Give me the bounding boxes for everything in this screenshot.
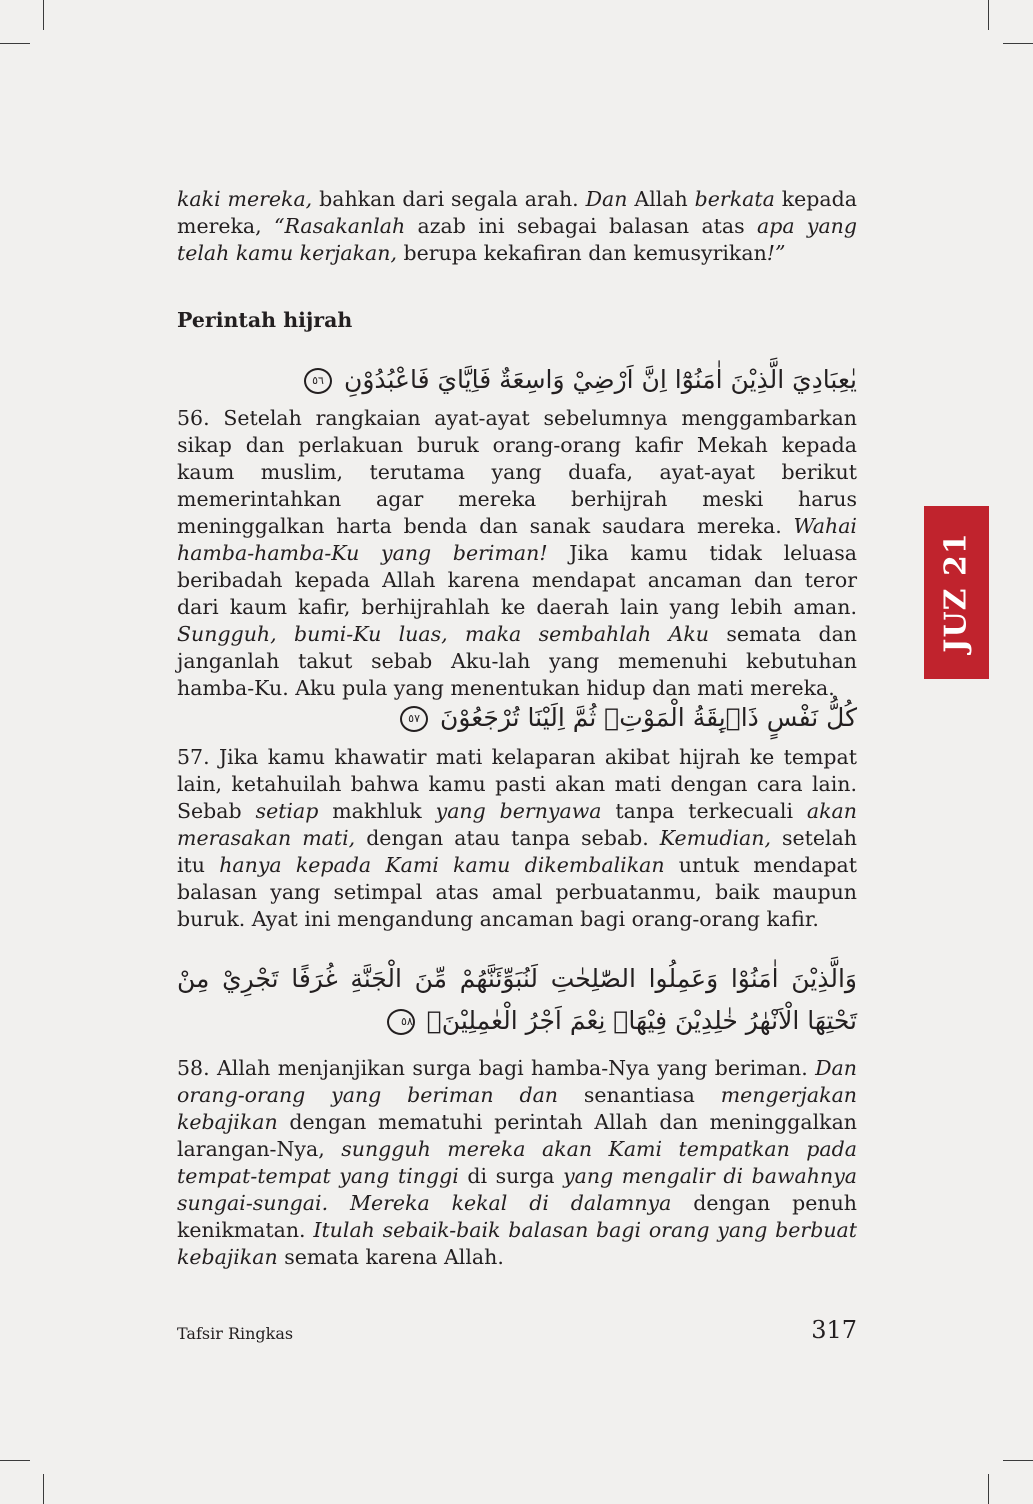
text-span: dengan atau tanpa sebab. (355, 826, 660, 850)
italic-span: yang bernyawa (435, 799, 602, 823)
text-span: 58. Allah menjanjikan surga bagi hamba-Nya yang beriman. (177, 1056, 816, 1080)
juz-label: JUZ 21 (939, 532, 975, 653)
intro-paragraph (177, 186, 857, 267)
arabic-verse-57 (177, 697, 857, 739)
italic-span: Dan orang-orang yang beriman dan (177, 1056, 857, 1107)
italic-span: mengerjakan kebajikan (177, 1083, 857, 1134)
italic-span: hanya kepada Kami kamu dikembalikan (219, 853, 665, 877)
crop-mark (43, 1474, 44, 1504)
arabic-text: وَالَّذِيْنَ اٰمَنُوْا وَعَمِلُوا الصّٰلِحٰتِ لَنُبَوِّئَنَّهُمْ مِّنَ الْجَنَّةِ غُرَفًا تَجْرِيْ مِنْ تَحْتِهَا الْاَنْهٰرُ خٰلِدِيْنَ فِيْهَاۗ نِعْمَ اَجْرُ الْعٰمِلِيْنَۖ (177, 964, 857, 1035)
text-span: Jika kamu tidak leluasa beribadah kepada Allah karena mendapat ancaman dan teror dari kaum kafir, berhijrahlah ke daerah lain yang lebih aman. (177, 541, 857, 619)
text-span: untuk mendapat balasan yang setimpal atas amal perbuatanmu, baik maupun buruk. Ayat ini mengandung ancaman bagi orang-orang kafir. (177, 853, 857, 931)
italic-span: !” (766, 241, 786, 265)
arabic-text: كُلُّ نَفْسٍ ذَاۤىِٕقَةُ الْمَوْتِۗ ثُمَّ اِلَيْنَا تُرْجَعُوْنَ (440, 703, 857, 732)
tafsir-paragraph-57 (177, 744, 857, 933)
text-span: makhluk (318, 799, 436, 823)
text-span: semata dan janganlah takut sebab Aku-lah yang memenuhi kebutuhan hamba-Ku. Aku pula yang menentukan hidup dan mati mereka. (177, 622, 857, 700)
crop-mark (988, 1474, 989, 1504)
italic-span: “Rasakanlah (274, 214, 406, 238)
italic-span: Dan (585, 187, 628, 211)
page-number: 317 (811, 1316, 857, 1344)
footer-book-title: Tafsir Ringkas (177, 1324, 294, 1343)
text-span: Allah (627, 187, 695, 211)
crop-mark (43, 0, 44, 30)
ayah-number-marker: ٥٨ (387, 1009, 415, 1035)
tafsir-text (177, 744, 857, 933)
crop-mark (1003, 43, 1033, 44)
ayah-number-marker: ٥٧ (400, 706, 428, 732)
arabic-text: يٰعِبَادِيَ الَّذِيْنَ اٰمَنُوْٓا اِنَّ اَرْضِيْ وَاسِعَةٌ فَاِيَّايَ فَاعْبُدُوْنِ (343, 365, 857, 394)
text-span: dengan mematuhi perintah Allah dan meninggalkan larangan-Nya, (177, 1110, 857, 1161)
crop-mark (0, 43, 30, 44)
text-span: bahkan dari segala arah. (312, 187, 586, 211)
italic-span: Itulah sebaik-baik balasan bagi orang yang berbuat kebajikan (177, 1218, 858, 1269)
text-span: tanpa terkecuali (601, 799, 807, 823)
text-span: setelah itu (177, 826, 857, 877)
crop-mark (0, 1460, 30, 1461)
tafsir-text (177, 405, 857, 702)
text-span: di surga (458, 1164, 564, 1188)
ayah-number-marker: ٥٦ (304, 368, 332, 394)
crop-mark (988, 0, 989, 30)
italic-span: apa yang telah kamu kerjakan, (177, 214, 858, 265)
arabic-verse-56 (177, 359, 857, 401)
text-span: azab ini sebagai balasan atas (405, 214, 757, 238)
text-span: dengan penuh kenikmatan. (177, 1191, 857, 1242)
italic-span: Wahai hamba-hamba-Ku yang beriman! (177, 514, 857, 565)
section-heading: Perintah hijrah (177, 308, 353, 332)
tafsir-paragraph-56 (177, 405, 857, 702)
text-span: 57. Jika kamu khawatir mati kelaparan akibat hijrah ke tempat lain, ketahuilah bahwa kamu pasti akan mati dengan cara lain. Sebab (177, 745, 857, 823)
crop-mark (1003, 1460, 1033, 1461)
text-span: 56. Setelah rangkaian ayat-ayat sebelumnya menggambarkan sikap dan perlakuan buruk orang-orang kafir Mekah kepada kaum muslim, terutama yang duafa, ayat-ayat berikut memerintahkan agar mereka berhijrah meski harus meninggalkan harta benda dan sanak saudara mereka. (177, 406, 857, 538)
intro-text (177, 186, 857, 267)
tafsir-paragraph-58 (177, 1055, 857, 1271)
tafsir-text (177, 1055, 857, 1271)
arabic-verse-58 (177, 958, 857, 1042)
italic-span: sungguh mereka akan Kami tempatkan pada tempat-tempat yang tinggi (177, 1137, 857, 1188)
text-span: berupa kekafiran dan kemusyrikan (396, 241, 767, 265)
text-span: kepada mereka, (177, 187, 857, 238)
italic-span: yang mengalir di bawahnya sungai-sungai. Mereka kekal di dalamnya (177, 1164, 857, 1215)
italic-span: akan merasakan mati, (177, 799, 857, 850)
italic-span: Kemudian, (659, 826, 771, 850)
juz-side-tab (924, 506, 989, 679)
italic-span: berkata (694, 187, 775, 211)
italic-span: kaki mereka, (177, 187, 313, 211)
text-span: semata karena Allah. (277, 1245, 504, 1269)
italic-span: Sungguh, bumi-Ku luas, maka sembahlah Aku (177, 622, 709, 646)
italic-span: setiap (255, 799, 319, 823)
text-span: senantiasa (558, 1083, 721, 1107)
